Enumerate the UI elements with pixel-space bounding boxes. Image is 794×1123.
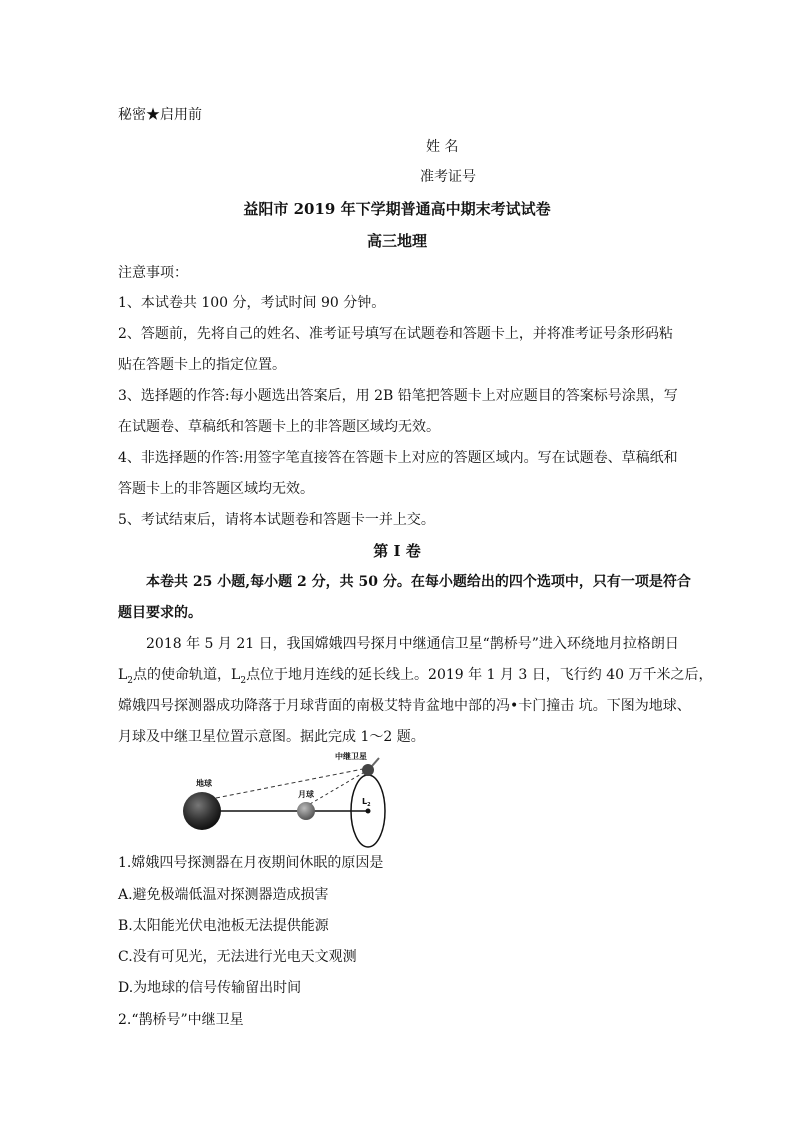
- passage-line-1: 2018 年 5 月 21 日，我国嫦娥四号探月中继通信卫星“鹊桥号”进入环绕地月拉格朗日: [146, 636, 679, 652]
- satellite-label: 中继卫星: [335, 752, 367, 761]
- earth-moon-relay-diagram: [180, 748, 410, 848]
- moon-satellite-dashed-line: [310, 770, 368, 804]
- section-title: 第 I 卷: [373, 542, 421, 560]
- earth-label: 地球: [196, 779, 212, 788]
- note-item-3-line2: 在试题卷、草稿纸和答题卡上的非答题区域均无效。: [118, 419, 440, 435]
- note-item-3-line1: 3、选择题的作答:每小题选出答案后，用 2B 铅笔把答题卡上对应题目的答案标号涂黑，写: [118, 388, 678, 404]
- question-1-option-b: B.太阳能光伏电池板无法提供能源: [118, 918, 329, 934]
- notes-heading: 注意事项：: [118, 265, 188, 281]
- exam-subject: 高三地理: [366, 232, 427, 250]
- moon-globe: [297, 802, 315, 820]
- note-item-1: 1、本试卷共 100 分，考试时间 90 分钟。: [118, 295, 386, 311]
- earth-globe: [183, 792, 221, 830]
- section-instruction-line1: 本卷共 25 小题,每小题 2 分，共 50 分。在每小题给出的四个选项中，只有一项是符合: [146, 574, 691, 590]
- question-1: 1.嫦娥四号探测器在月夜期间休眠的原因是: [118, 855, 384, 871]
- exam-id-label: 准考证号: [420, 169, 476, 185]
- question-1-option-a: A.避免极端低温对探测器造成损害: [118, 887, 329, 903]
- l2-point: [366, 809, 371, 814]
- name-label: 姓 名: [426, 139, 459, 155]
- note-item-4-line2: 答题卡上的非答题区域均无效。: [118, 481, 314, 497]
- question-2: 2.“鹊桥号”中继卫星: [118, 1012, 244, 1028]
- passage-line-4: 月球及中继卫星位置示意图。据此完成 1～2 题。: [118, 729, 425, 745]
- passage-line-2: $L_2$点的使命轨道，$L_2$点位于地月连线的延长线上。2019 年 1 月 3 日，飞行约 40 万千米之后，: [118, 667, 713, 686]
- earth-satellite-dashed-line: [216, 768, 368, 798]
- note-item-2-line2: 贴在答题卡上的指定位置。: [118, 357, 286, 373]
- note-item-4-line1: 4、非选择题的作答:用签字笔直接答在答题卡上对应的答题区域内。写在试题卷、草稿纸和: [118, 450, 678, 466]
- section-instruction-line2: 题目要求的。: [118, 605, 202, 621]
- question-1-option-d: D.为地球的信号传输留出时间: [118, 980, 302, 996]
- l2-label: $L_2$: [362, 797, 371, 808]
- moon-label: 月球: [298, 790, 314, 799]
- passage-line-3: 嫦娥四号探测器成功降落于月球背面的南极艾特肯盆地中部的冯•卡门撞击 坑。下图为地球、: [118, 698, 691, 714]
- secrecy-label: 秘密★启用前: [118, 107, 202, 123]
- note-item-2-line1: 2、答题前，先将自己的姓名、准考证号填写在试题卷和答题卡上，并将准考证号条形码粘: [118, 326, 673, 342]
- question-1-option-c: C.没有可见光，无法进行光电天文观测: [118, 949, 357, 965]
- note-item-5: 5、考试结束后，请将本试题卷和答题卡一并上交。: [118, 512, 435, 528]
- exam-title: 益阳市 2019 年下学期普通高中期末考试试卷: [243, 200, 551, 218]
